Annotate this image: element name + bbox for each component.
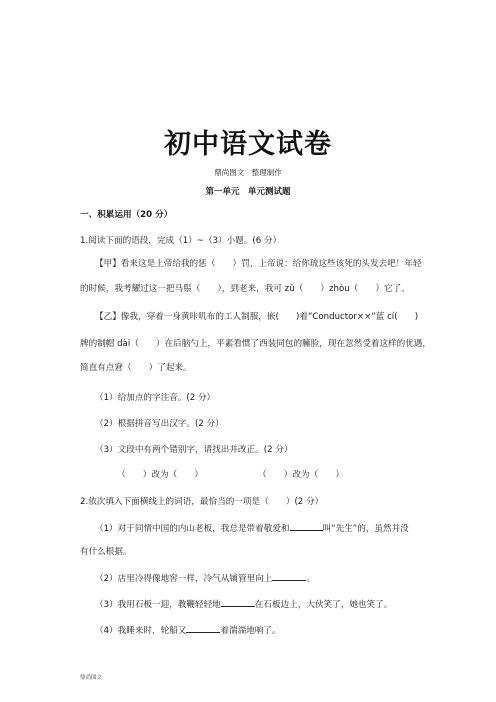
q2-s3-before: （3）我用石板一迎，教鞭轻轻地 [95, 600, 221, 610]
q2-sentence-4 [95, 624, 281, 637]
passage-jia-line-1: 【甲】看来这是上帝给我的惩（ ）罚，上帝说：给你琉这些该死的头发去吧！年轻 [95, 259, 422, 269]
page-footer: 鼎尚图文 [80, 675, 103, 681]
correction-blank-b: （ ）改为（ ） [258, 470, 344, 480]
page-title: 初中语文试卷 [164, 129, 332, 160]
q2-sentence-3 [95, 598, 392, 611]
q2-sentence-1-cont: 有什么根据。 [80, 547, 132, 557]
passage-yi-line-2: 牌的制帽 dài（ ）在后脑勺上，平素看惯了西装同包的臃脸，现在忽然受着这样的优遇， [80, 339, 431, 349]
fill-blank-3 [221, 598, 255, 607]
question-2-stem: 2.依次填入下面横线上的词语，最恰当的一项是（ ）(2 分） [80, 497, 324, 507]
sub-question-3: （3）文段中有两个错别字，请找出并改正。(2 分） [95, 445, 293, 455]
question-1-stem: 1.阅读下面的语段，完成（1）~（3）小题。(6 分） [80, 236, 282, 246]
unit-title: 第一单元 单元测试题 [205, 187, 291, 197]
sub-question-2: （2）根据拼音写出汉字。(2 分） [95, 419, 224, 429]
q2-sentence-2 [95, 572, 315, 585]
fill-blank-1 [290, 522, 323, 531]
fill-blank-4 [186, 624, 220, 633]
q2-s1-after: 叫“先生”的，虽然并没 [322, 524, 409, 534]
q2-s4-before: （4）我睡来时，轮船又 [95, 626, 187, 636]
page-subtitle: 鼎尚图文 整理制作 [214, 168, 282, 177]
q2-s4-after: 着湍湍地响了。 [220, 626, 281, 636]
q2-s3-after: 在石板边上，大伙笑了，她也笑了。 [254, 600, 393, 610]
passage-yi-line-1: 【乙】像我，穿着一身黄咔叽布的工人制服，嵌( )着“Conductor××”蓝 cí( ) [95, 312, 419, 322]
fill-blank-2 [272, 572, 306, 581]
correction-blank-a: （ ）改为（ ） [117, 470, 203, 480]
q2-s2-before: （2）店里冷得像地窖一样，冷气从铺管里向上 [95, 574, 273, 584]
sub-question-1: （1）给加点的字注音。(2 分） [95, 393, 216, 403]
q2-s1-before: （1）对于同情中国的内山老板，我总是带着敬爱和 [95, 524, 290, 534]
passage-jia-line-2: 的时候，我考耀过这一把马鬃（ ），到老来，我可 zǔ（ ）zhòu（ ）它了。 [80, 284, 410, 294]
section-heading: 一、积累运用（20 分） [80, 210, 173, 220]
q2-sentence-1 [95, 522, 409, 535]
passage-yi-line-3: 简直有点窘（ ）了起来。 [80, 363, 192, 373]
q2-s2-after: 。 [306, 574, 315, 584]
